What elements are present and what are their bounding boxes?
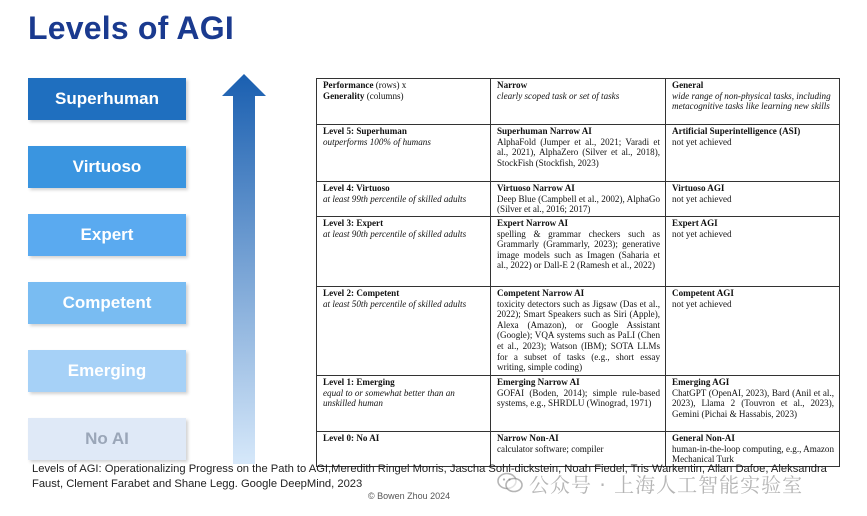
table-row — [317, 216, 840, 286]
table-row — [317, 375, 840, 431]
narrow-cell: Virtuoso Narrow AI Deep Blue (Campbell et al., 2002), AlphaGo (Silver et al., 2016; 2017) — [491, 182, 666, 217]
level-cell: Level 5: Superhuman outperforms 100% of humans — [317, 125, 491, 182]
page-title: Levels of AGI — [28, 10, 234, 46]
level-box-competent: Competent — [28, 282, 186, 324]
agi-levels-table — [316, 78, 839, 465]
level-box-superhuman: Superhuman — [28, 78, 186, 120]
narrow-cell: Narrow Non-AI calculator software; compiler — [491, 431, 666, 466]
general-cell: Virtuoso AGI not yet achieved — [666, 182, 840, 217]
table-row — [317, 182, 840, 217]
level-cell: Level 4: Virtuoso at least 99th percentile of skilled adults — [317, 182, 491, 217]
table-row — [317, 125, 840, 182]
general-cell: General Non-AI human-in-the-loop computing, e.g., Amazon Mechanical Turk — [666, 431, 840, 466]
header-performance-generality: Performance (rows) x Generality (columns) — [317, 79, 491, 125]
copyright-text: © Bowen Zhou 2024 — [368, 491, 451, 501]
level-box-emerging: Emerging — [28, 350, 186, 392]
watermark — [497, 470, 803, 496]
narrow-cell: Competent Narrow AI toxicity detectors such as Jigsaw (Das et al., 2022); Smart Speakers such as Siri (Apple), Alexa (Amazon), or Google Assistant (Google); VQA systems such as PaLI (Chen et al., 2023); Watson (IBM); SOTA LLMs for a subset of tasks (e.g., short essay writing, simple coding) — [491, 286, 666, 375]
watermark-text: 公众号 · 上海人工智能实验室 — [529, 472, 804, 497]
general-cell: Competent AGI not yet achieved — [666, 286, 840, 375]
level-box-virtuoso: Virtuoso — [28, 146, 186, 188]
level-box-no-ai: No AI — [28, 418, 186, 460]
level-cell: Level 1: Emerging equal to or somewhat better than an unskilled human — [317, 375, 491, 431]
level-cell: Level 2: Competent at least 50th percentile of skilled adults — [317, 286, 491, 375]
narrow-cell: Emerging Narrow AI GOFAI (Boden, 2014); simple rule-based systems, e.g., SHRDLU (Winograd, 1971) — [491, 375, 666, 431]
general-cell: Emerging AGI ChatGPT (OpenAI, 2023), Bard (Anil et al., 2023), Llama 2 (Touvron et al., 2023), Gemini (Pichai & Hassabis, 2023) — [666, 375, 840, 431]
general-cell: Artificial Superintelligence (ASI) not yet achieved — [666, 125, 840, 182]
narrow-cell: Superhuman Narrow AI AlphaFold (Jumper et al., 2021; Varadi et al., 2021), AlphaZero (Silver et al., 2018), StockFish (Stockfish, 2023) — [491, 125, 666, 182]
level-cell: Level 3: Expert at least 90th percentile of skilled adults — [317, 216, 491, 286]
up-arrow-icon — [222, 74, 266, 464]
citation-caption: Levels of AGI: Operationalizing Progress on the Path to AGI,Meredith Ringel Morris, Jascha Sohl-dickstein, Noah Fiedel, Tris Warkentin, Allan Dafoe, Aleksandra Faust, Clement Farabet and Shane Legg. Google DeepMind, 2023 — [32, 463, 827, 490]
table-row — [317, 286, 840, 375]
header-general: General wide range of non-physical tasks, including metacognitive tasks like learning new skills — [666, 79, 840, 125]
general-cell: Expert AGI not yet achieved — [666, 216, 840, 286]
level-box-expert: Expert — [28, 214, 186, 256]
wechat-icon — [497, 472, 523, 494]
narrow-cell: Expert Narrow AI spelling & grammar checkers such as Grammarly (Grammarly, 2023); generative image models such as Imagen (Saharia et al., 2022) or Dall-E 2 (Ramesh et al., 2022) — [491, 216, 666, 286]
header-narrow: Narrow clearly scoped task or set of tasks — [491, 79, 666, 125]
table-header-row — [317, 79, 840, 125]
level-cell: Level 0: No AI — [317, 431, 491, 466]
